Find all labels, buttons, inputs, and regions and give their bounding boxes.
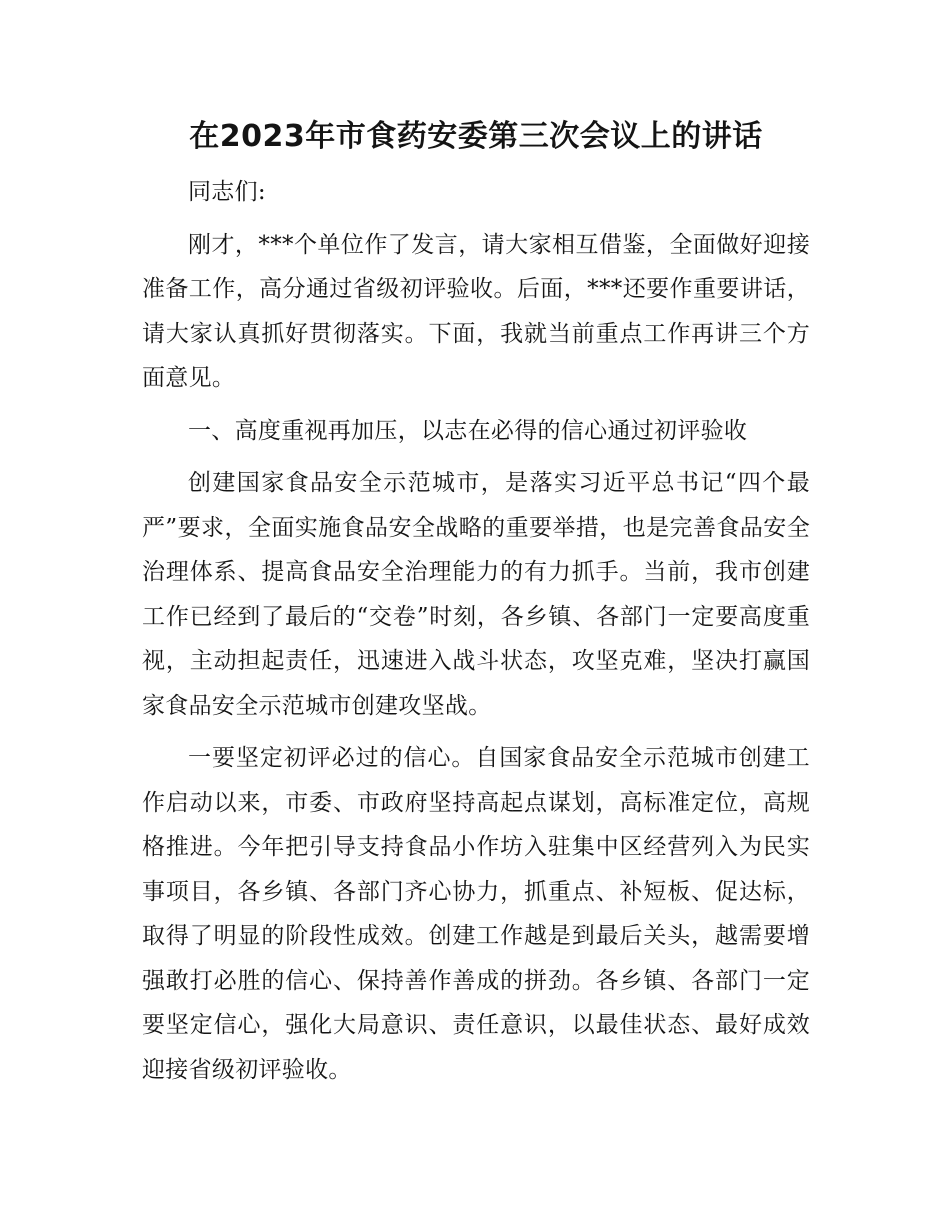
document-title: 在2023年市食药安委第三次会议上的讲话 [189,119,763,154]
paragraph-body: 一要坚定初评必过的信心。自国家食品安全示范城市创建工作启动以来，市委、市政府坚持高起点谋划，高标准定位，高规格推进。今年把引导支持食品小作坊入驻集中区经营列入为民实事项目，各乡镇、各部门齐心协力，抓重点、补短板、促达标，取得了明显的阶段性成效。创建工作越是到最后关头，越需要增强敢打必胜的信心、保持善作善成的拼劲。各乡镇、各部门一定要坚定信心，强化大局意识、责任意识，以最佳状态、最好成效迎接省级初评验收。 [142,745,810,1083]
salutation: 同志们: [188,179,266,205]
section-heading: 一、高度重视再加压，以志在必得的信心通过初评验收 [188,417,748,444]
document-page [142,110,810,1092]
paragraph-opening: 刚才，***个单位作了发言，请大家相互借鉴，全面做好迎接准备工作，高分通过省级初评验收。后面，***还要作重要讲话，请大家认真抓好贯彻落实。下面，我就当前重点工作再讲三个方面意见。 [142,231,810,391]
paragraph-body: 创建国家食品安全示范城市，是落实习近平总书记“四个最严”要求，全面实施食品安全战略的重要举措，也是完善食品安全治理体系、提高食品安全治理能力的有力抓手。当前，我市创建工作已经到了最后的“交卷”时刻，各乡镇、各部门一定要高度重视，主动担起责任，迅速进入战斗状态，攻坚克难，坚决打赢国家食品安全示范城市创建攻坚战。 [142,470,810,719]
